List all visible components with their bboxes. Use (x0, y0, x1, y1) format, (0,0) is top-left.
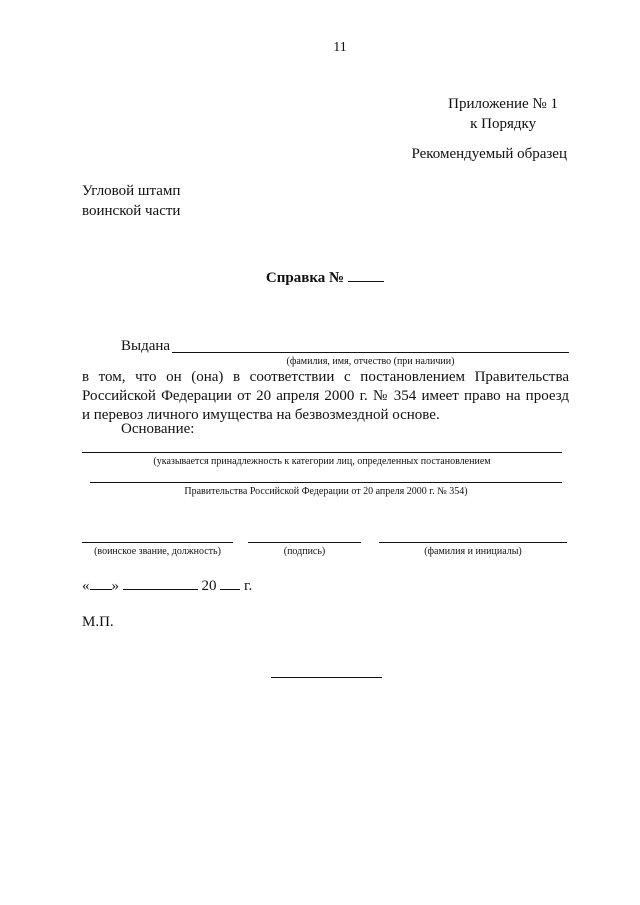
basis-field-1[interactable] (82, 452, 562, 453)
body-line: Российской Федерации от 20 апреля 2000 г. № 354 имеет право на проезд (82, 388, 569, 404)
date-line (82, 576, 252, 595)
basis-caption-2: Правительства Российской Федерации от 20 апреля 2000 г. № 354) (184, 486, 468, 497)
signature-caption: (подпись) (283, 546, 326, 557)
basis-caption-1: (указывается принадлежность к категории лиц, определенных постановлением (153, 456, 491, 467)
day-field[interactable] (90, 576, 112, 590)
certificate-body (82, 368, 569, 425)
year-field[interactable] (220, 576, 240, 590)
issued-name-field[interactable] (172, 352, 569, 353)
end-divider (271, 677, 382, 678)
corner-stamp-label (82, 181, 180, 221)
name-initials-caption: (фамилия и инициалы) (424, 546, 522, 557)
rank-position-field[interactable] (82, 542, 233, 543)
corner-stamp-line1: Угловой штамп (82, 183, 181, 199)
year-prefix: 20 (201, 578, 217, 594)
certificate-title (0, 269, 640, 287)
basis-field-2[interactable] (90, 482, 562, 483)
certificate-title-text: Справка № (265, 270, 345, 286)
appendix-reference: к Порядку (470, 116, 537, 132)
body-line: в том, что он (она) в соответствии с постановлением Правительства (82, 369, 569, 385)
page-number: 11 (333, 40, 347, 55)
appendix-line: Приложение № 1 (448, 96, 558, 112)
signature-field[interactable] (248, 542, 361, 543)
name-initials-field[interactable] (379, 542, 567, 543)
issued-label: Выдана (121, 338, 171, 354)
date-close-quote: » (111, 578, 119, 594)
rank-position-caption: (воинское звание, должность) (94, 546, 221, 557)
basis-label: Основание: (121, 421, 195, 437)
corner-stamp-line2: воинской части (82, 203, 181, 219)
certificate-number-blank[interactable] (348, 269, 384, 282)
body-line: и перевоз личного имущества на безвозмездной основе. (82, 407, 440, 423)
year-suffix: г. (244, 578, 253, 594)
appendix-header (448, 94, 558, 134)
seal-place-label: М.П. (82, 614, 114, 630)
date-open-quote: « (82, 578, 90, 594)
month-field[interactable] (123, 576, 198, 590)
issued-name-caption: (фамилия, имя, отчество (при наличии) (286, 356, 455, 367)
recommended-sample-label: Рекомендуемый образец (411, 146, 567, 162)
